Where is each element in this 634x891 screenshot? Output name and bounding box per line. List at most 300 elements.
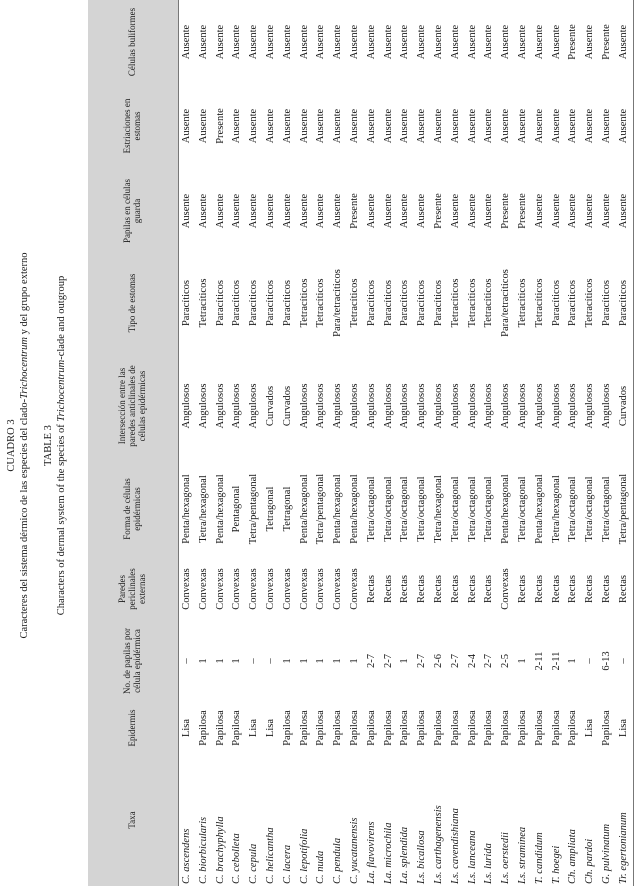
table-cell: Ausente bbox=[281, 193, 293, 229]
table-cell: 2-7 bbox=[483, 654, 495, 668]
table-cell: 1 bbox=[567, 658, 579, 664]
table-cell: Convexas bbox=[264, 568, 276, 610]
table-cell: 2-11 bbox=[550, 651, 562, 671]
table-cell: Presente bbox=[567, 24, 579, 60]
table-row bbox=[381, 0, 398, 886]
taxon-cell: Ch. pardoi bbox=[584, 838, 596, 884]
table-cell: Tetragonal bbox=[281, 486, 293, 532]
taxon-cell: C. lepotifolia bbox=[298, 828, 310, 884]
table-cell: Tetracíticos bbox=[449, 278, 461, 328]
table-cell: Ausente bbox=[616, 168, 633, 254]
table-cell: Papilosa bbox=[399, 710, 411, 746]
table-cell: Papilosa bbox=[483, 710, 495, 746]
table-cell: Ausente bbox=[466, 193, 478, 229]
table-cell: Paracíticos bbox=[248, 279, 260, 327]
table-cell: Paracíticos bbox=[616, 254, 633, 352]
table-cell: Rectas bbox=[416, 575, 428, 603]
table-cell: Papilosa bbox=[214, 710, 226, 746]
table-cell: Ausente bbox=[365, 24, 377, 60]
table-cell: 1 bbox=[298, 658, 310, 664]
table-cell: 1 bbox=[399, 658, 411, 664]
table-cell: 1 bbox=[281, 658, 293, 664]
table-cell: Papilosa bbox=[348, 710, 360, 746]
table-cell: Paracíticos bbox=[231, 279, 243, 327]
table-cell: Convexas bbox=[197, 568, 209, 610]
table-row bbox=[213, 0, 230, 886]
table-cell: Angulosos bbox=[298, 383, 310, 429]
table-row bbox=[196, 0, 213, 886]
table-cell: Curvados bbox=[616, 352, 633, 460]
table-cell: Para/tetracíticos bbox=[332, 269, 344, 337]
table-cell: Penta/hexagonal bbox=[214, 474, 226, 544]
table-cell: Ausente bbox=[365, 193, 377, 229]
table-row bbox=[297, 0, 314, 886]
table-cell: Presente bbox=[600, 24, 612, 60]
table-cell: Tetracíticos bbox=[298, 278, 310, 328]
taxon-cell: C. biorbicularis bbox=[197, 816, 209, 884]
table-cell: Pentagonal bbox=[231, 485, 243, 533]
table-cell: Angulosos bbox=[533, 383, 545, 429]
table-cell: Tetra/octagonal bbox=[382, 476, 394, 542]
table-cell: Angulosos bbox=[416, 383, 428, 429]
table-cell: Ausente bbox=[533, 24, 545, 60]
table-cell: Tetracíticos bbox=[466, 278, 478, 328]
table-cell: Angulosos bbox=[449, 383, 461, 429]
table-cell: Angulosos bbox=[214, 383, 226, 429]
table-cell: Tetra/octagonal bbox=[399, 476, 411, 542]
table-cell: Lisa bbox=[181, 718, 192, 738]
table-cell: Ausente bbox=[298, 24, 310, 60]
taxon-cell: C. pendula bbox=[332, 837, 344, 884]
taxon-cell: La. microchila bbox=[382, 822, 394, 884]
table-cell: Ausente bbox=[348, 108, 360, 144]
table-cell: Tetra/octagonal bbox=[365, 476, 377, 542]
spanish-table-label: CUADRO 3 bbox=[6, 419, 17, 472]
taxon-cell: Tr. egertonianum bbox=[616, 754, 633, 886]
table-cell: Penta/hexagonal bbox=[500, 474, 512, 544]
taxon-cell: Ls. lanceana bbox=[466, 830, 478, 884]
table-cell: Papilosa bbox=[315, 710, 327, 746]
table-cell: Papilosa bbox=[449, 710, 461, 746]
table-cell: 6-13 bbox=[600, 651, 612, 671]
column-header: Taxa bbox=[88, 754, 179, 886]
table-cell: Ausente bbox=[315, 193, 327, 229]
taxon-cell: Ch. ampliata bbox=[567, 829, 579, 884]
table-cell: Ausente bbox=[214, 24, 226, 60]
column-header: Forma de células epidérmicas bbox=[88, 460, 179, 558]
table-cell: Angulosos bbox=[516, 383, 528, 429]
table-row bbox=[465, 0, 482, 886]
english-table-title: Characters of dermal system of the species of Trichocentrum-clade and outgroup bbox=[56, 275, 67, 616]
table-cell: Ausente bbox=[181, 108, 192, 144]
table-cell: Ausente bbox=[332, 24, 344, 60]
table-row bbox=[313, 0, 330, 886]
column-header: Intersección entre las paredes anticlinales de células epidérmicas bbox=[88, 352, 179, 460]
table-cell: Paracíticos bbox=[567, 279, 579, 327]
table-cell: Ausente bbox=[315, 24, 327, 60]
table-cell: Papilosa bbox=[231, 710, 243, 746]
table-cell: Paracíticos bbox=[416, 279, 428, 327]
table-cell: Paracíticos bbox=[181, 279, 192, 327]
table-cell: Tetracíticos bbox=[197, 278, 209, 328]
table-cell: Papilosa bbox=[298, 710, 310, 746]
table-cell: Tetra/octagonal bbox=[466, 476, 478, 542]
table-cell: Angulosos bbox=[365, 383, 377, 429]
column-header: Células buliformes bbox=[88, 0, 179, 84]
table-cell: Rectas bbox=[616, 558, 633, 620]
taxon-cell: C. helicantha bbox=[264, 827, 276, 884]
table-cell: Penta/hexagonal bbox=[348, 474, 360, 544]
taxon-cell: Ls. oerstedii bbox=[500, 832, 512, 884]
table-cell: Ausente bbox=[584, 24, 596, 60]
table-cell: Rectas bbox=[567, 575, 579, 603]
taxon-cell: Ls. cavendishiana bbox=[449, 808, 461, 884]
table-cell: Rectas bbox=[449, 575, 461, 603]
table-row bbox=[481, 0, 498, 886]
table-row bbox=[347, 0, 364, 886]
table-cell: Rectas bbox=[550, 575, 562, 603]
table-cell: Angulosos bbox=[348, 383, 360, 429]
table-cell: Ausente bbox=[600, 193, 612, 229]
table-cell: Papilosa bbox=[365, 710, 377, 746]
table-cell: Paracíticos bbox=[550, 279, 562, 327]
table-cell: Ausente bbox=[616, 84, 633, 168]
taxon-cell: Ls. straminea bbox=[516, 826, 528, 884]
table-cell: Ausente bbox=[332, 108, 344, 144]
table-cell: Penta/hexagonal bbox=[181, 474, 192, 544]
table-row bbox=[582, 0, 599, 886]
column-header: No. de papilas por célula epidérmica bbox=[88, 620, 179, 702]
table-cell: Ausente bbox=[181, 24, 192, 60]
table-cell: Ausente bbox=[197, 24, 209, 60]
taxon-cell: C. nuda bbox=[315, 850, 327, 884]
table-cell: 1 bbox=[348, 658, 360, 664]
table-cell: Convexas bbox=[214, 568, 226, 610]
table-cell: Ausente bbox=[281, 108, 293, 144]
table-cell: Papilosa bbox=[197, 710, 209, 746]
table-cell: Paracíticos bbox=[214, 279, 226, 327]
taxon-cell: C. brachyphylla bbox=[214, 816, 226, 884]
table-cell: Angulosos bbox=[197, 383, 209, 429]
table-cell: – bbox=[616, 620, 633, 702]
table-cell: Angulosos bbox=[382, 383, 394, 429]
taxon-cell: La. flavovirens bbox=[365, 821, 377, 884]
table-cell: – bbox=[181, 658, 192, 664]
table-cell: Penta/hexagonal bbox=[533, 474, 545, 544]
table-row bbox=[599, 0, 616, 886]
table-row bbox=[263, 0, 280, 886]
table-cell: Rectas bbox=[466, 575, 478, 603]
table-cell: 2-7 bbox=[382, 654, 394, 668]
table-cell: Tetra/hexagonal bbox=[432, 475, 444, 543]
table-cell: Paracíticos bbox=[281, 279, 293, 327]
taxon-cell: T. candidum bbox=[533, 832, 545, 884]
table-cell: – bbox=[584, 658, 596, 664]
column-header: Estriaciones en estomas bbox=[88, 84, 179, 168]
table-cell: – bbox=[248, 658, 260, 664]
table-cell: Ausente bbox=[550, 24, 562, 60]
table-cell: Convexas bbox=[181, 568, 192, 610]
table-cell: Convexas bbox=[315, 568, 327, 610]
table-cell: Ausente bbox=[348, 24, 360, 60]
table-cell: Angulosos bbox=[231, 383, 243, 429]
column-header: Epidermis bbox=[88, 702, 179, 754]
table-cell: Papilosa bbox=[281, 710, 293, 746]
table-cell: Ausente bbox=[432, 24, 444, 60]
table-cell: Convexas bbox=[500, 568, 512, 610]
table-cell: Ausente bbox=[567, 108, 579, 144]
taxon-cell: G. pulvinatum bbox=[600, 823, 612, 884]
table-cell: Ausente bbox=[181, 193, 192, 229]
table-cell: Ausente bbox=[315, 108, 327, 144]
table-cell: Rectas bbox=[432, 575, 444, 603]
table-cell: Presente bbox=[348, 193, 360, 229]
table-cell: Tetra/octagonal bbox=[584, 476, 596, 542]
table-cell: Papilosa bbox=[516, 710, 528, 746]
table-cell: Ausente bbox=[264, 108, 276, 144]
table-cell: Tetra/pentagonal bbox=[248, 473, 260, 545]
table-cell: Lisa bbox=[616, 702, 633, 754]
table-cell: Curvados bbox=[264, 385, 276, 427]
table-cell: Tetra/octagonal bbox=[449, 476, 461, 542]
table-header-row bbox=[88, 0, 179, 886]
column-header: Tipo de estomas bbox=[88, 254, 179, 352]
table-cell: Paracíticos bbox=[399, 279, 411, 327]
table-row bbox=[616, 0, 633, 886]
taxon-cell: C. ascendens bbox=[181, 828, 192, 884]
table-cell: 1 bbox=[332, 658, 344, 664]
table-row bbox=[515, 0, 532, 886]
table-cell: Rectas bbox=[533, 575, 545, 603]
table-cell: 2-4 bbox=[466, 654, 478, 668]
table-cell: Ausente bbox=[584, 108, 596, 144]
table-cell: 2-5 bbox=[500, 654, 512, 668]
table-cell: Convexas bbox=[281, 568, 293, 610]
table-cell: Rectas bbox=[600, 575, 612, 603]
taxon-cell: La. splendida bbox=[399, 826, 411, 884]
table-cell: Presente bbox=[214, 108, 226, 144]
table-cell: Lisa bbox=[584, 718, 596, 738]
table-cell: – bbox=[264, 658, 276, 664]
table-cell: Convexas bbox=[332, 568, 344, 610]
table-cell: Rectas bbox=[516, 575, 528, 603]
table-row bbox=[179, 0, 196, 886]
table-cell: Ausente bbox=[616, 0, 633, 84]
table-cell: 1 bbox=[197, 658, 209, 664]
table-cell: Ausente bbox=[197, 193, 209, 229]
table-row bbox=[229, 0, 246, 886]
table-cell: Convexas bbox=[348, 568, 360, 610]
table-cell: Angulosos bbox=[466, 383, 478, 429]
table-cell: 2-6 bbox=[432, 654, 444, 668]
taxon-cell: Ls. bicallosa bbox=[416, 830, 428, 884]
table-cell: Ausente bbox=[584, 193, 596, 229]
table-cell: Paracíticos bbox=[600, 279, 612, 327]
table-cell: Ausente bbox=[500, 108, 512, 144]
taxon-cell: Ls. lurida bbox=[483, 843, 495, 884]
table-cell: Ausente bbox=[550, 108, 562, 144]
table-cell: Ausente bbox=[449, 193, 461, 229]
table-cell: Papilosa bbox=[533, 710, 545, 746]
table-cell: Tetra/octagonal bbox=[483, 476, 495, 542]
table-cell: Presente bbox=[516, 193, 528, 229]
table-cell: Papilosa bbox=[332, 710, 344, 746]
table-cell: Angulosos bbox=[332, 383, 344, 429]
table-cell: Ausente bbox=[382, 24, 394, 60]
table-cell: 2-7 bbox=[365, 654, 377, 668]
dermal-system-table bbox=[88, 0, 634, 886]
table-cell: Ausente bbox=[466, 108, 478, 144]
column-header: Papilas en células guarda bbox=[88, 168, 179, 254]
table-cell: Lisa bbox=[264, 718, 276, 738]
table-cell: Angulosos bbox=[181, 383, 192, 429]
table-cell: 2-7 bbox=[416, 654, 428, 668]
table-body bbox=[179, 0, 634, 886]
table-cell: Ausente bbox=[264, 24, 276, 60]
table-cell: Angulosos bbox=[315, 383, 327, 429]
table-cell: Papilosa bbox=[500, 710, 512, 746]
taxon-cell: Ls. carthagenensis bbox=[432, 805, 444, 884]
table-cell: Ausente bbox=[600, 108, 612, 144]
table-cell: Angulosos bbox=[399, 383, 411, 429]
table-row bbox=[364, 0, 381, 886]
table-cell: Ausente bbox=[466, 24, 478, 60]
table-cell: Tetra/pentagonal bbox=[616, 460, 633, 558]
table-cell: Ausente bbox=[399, 24, 411, 60]
table-cell: Ausente bbox=[483, 24, 495, 60]
table-cell: Ausente bbox=[231, 108, 243, 144]
table-cell: Ausente bbox=[298, 108, 310, 144]
table-row bbox=[280, 0, 297, 886]
table-cell: Papilosa bbox=[567, 710, 579, 746]
table-cell: Ausente bbox=[231, 193, 243, 229]
table-row bbox=[414, 0, 431, 886]
table-cell: Ausente bbox=[416, 193, 428, 229]
table-cell: Ausente bbox=[332, 193, 344, 229]
table-cell: Papilosa bbox=[432, 710, 444, 746]
table-cell: Presente bbox=[500, 193, 512, 229]
table-cell: Curvados bbox=[281, 385, 293, 427]
table-cell: Tetra/hexagonal bbox=[550, 475, 562, 543]
table-cell: Papilosa bbox=[466, 710, 478, 746]
table-cell: Rectas bbox=[382, 575, 394, 603]
table-cell: Papilosa bbox=[416, 710, 428, 746]
table-cell: 2-7 bbox=[449, 654, 461, 668]
table-cell: Ausente bbox=[533, 108, 545, 144]
taxon-cell: C. yucatanensis bbox=[348, 817, 360, 884]
table-cell: Presente bbox=[432, 193, 444, 229]
table-cell: Ausente bbox=[416, 24, 428, 60]
taxon-cell: C. lacera bbox=[281, 844, 293, 884]
table-cell: Ausente bbox=[449, 24, 461, 60]
table-cell: 1 bbox=[231, 658, 243, 664]
table-cell: Tetra/hexagonal bbox=[197, 475, 209, 543]
table-cell: 1 bbox=[516, 658, 528, 664]
table-cell: Ausente bbox=[399, 108, 411, 144]
table-row bbox=[565, 0, 582, 886]
table-cell: Ausente bbox=[449, 108, 461, 144]
table-cell: Para/tetracíticos bbox=[500, 269, 512, 337]
table-cell: Rectas bbox=[399, 575, 411, 603]
table-cell: Angulosos bbox=[550, 383, 562, 429]
table-cell: Tetracíticos bbox=[348, 278, 360, 328]
spanish-table-title: Caracteres del sistema dérmico de las especies del clado-Trichocentrum y del grupo externo bbox=[19, 252, 30, 639]
table-cell: Ausente bbox=[483, 108, 495, 144]
table-cell: Tetracíticos bbox=[483, 278, 495, 328]
table-cell: Ausente bbox=[432, 108, 444, 144]
table-cell: Paracíticos bbox=[382, 279, 394, 327]
table-row bbox=[549, 0, 566, 886]
table-cell: Tetra/octagonal bbox=[416, 476, 428, 542]
table-cell: Lisa bbox=[248, 718, 260, 738]
table-row bbox=[431, 0, 448, 886]
table-row bbox=[498, 0, 515, 886]
table-cell: Ausente bbox=[516, 108, 528, 144]
table-row bbox=[246, 0, 263, 886]
taxon-cell: T. hoegei bbox=[550, 845, 562, 884]
table-cell: Ausente bbox=[516, 24, 528, 60]
table-cell: Penta/hexagonal bbox=[298, 474, 310, 544]
taxon-cell: C. cepula bbox=[248, 843, 260, 884]
table-cell: Ausente bbox=[567, 193, 579, 229]
table-cell: Ausente bbox=[248, 193, 260, 229]
column-header: Paredes periclinales externas bbox=[88, 558, 179, 620]
english-table-label: TABLE 3 bbox=[43, 425, 54, 466]
table-cell: Ausente bbox=[298, 193, 310, 229]
table-cell: Angulosos bbox=[584, 383, 596, 429]
table-cell: Tetra/octagonal bbox=[516, 476, 528, 542]
table-row bbox=[448, 0, 465, 886]
table-cell: Angulosos bbox=[500, 383, 512, 429]
table-row bbox=[397, 0, 414, 886]
table-cell: Ausente bbox=[399, 193, 411, 229]
table-cell: Ausente bbox=[281, 24, 293, 60]
table-cell: Tetra/octagonal bbox=[567, 476, 579, 542]
table-cell: Angulosos bbox=[483, 383, 495, 429]
taxon-cell: C. cebolleta bbox=[231, 833, 243, 884]
table-cell: Papilosa bbox=[550, 710, 562, 746]
table-cell: Tetracíticos bbox=[516, 278, 528, 328]
table-cell: Ausente bbox=[248, 108, 260, 144]
table-cell: Convexas bbox=[231, 568, 243, 610]
table-cell: Ausente bbox=[483, 193, 495, 229]
table-row bbox=[532, 0, 549, 886]
table-cell: Rectas bbox=[483, 575, 495, 603]
table-cell: 1 bbox=[315, 658, 327, 664]
table-cell: Paracíticos bbox=[365, 279, 377, 327]
table-cell: Ausente bbox=[231, 24, 243, 60]
table-cell: Ausente bbox=[264, 193, 276, 229]
table-cell: Convexas bbox=[298, 568, 310, 610]
table-cell: Tetragonal bbox=[264, 486, 276, 532]
table-cell: Tetracíticos bbox=[584, 278, 596, 328]
table-cell: Paracíticos bbox=[264, 279, 276, 327]
table-cell: Angulosos bbox=[600, 383, 612, 429]
table-cell: Ausente bbox=[416, 108, 428, 144]
table-cell: Rectas bbox=[365, 575, 377, 603]
table-cell: Papilosa bbox=[382, 710, 394, 746]
table-cell: Tetra/octagonal bbox=[600, 476, 612, 542]
table-cell: Papilosa bbox=[600, 710, 612, 746]
table-cell: Ausente bbox=[214, 193, 226, 229]
table-cell: Ausente bbox=[197, 108, 209, 144]
table-cell: Ausente bbox=[248, 24, 260, 60]
table-cell: 2-11 bbox=[533, 651, 545, 671]
table-cell: Tetracíticos bbox=[533, 278, 545, 328]
table-cell: Ausente bbox=[382, 193, 394, 229]
table-cell: Ausente bbox=[500, 24, 512, 60]
table-cell: Ausente bbox=[533, 193, 545, 229]
